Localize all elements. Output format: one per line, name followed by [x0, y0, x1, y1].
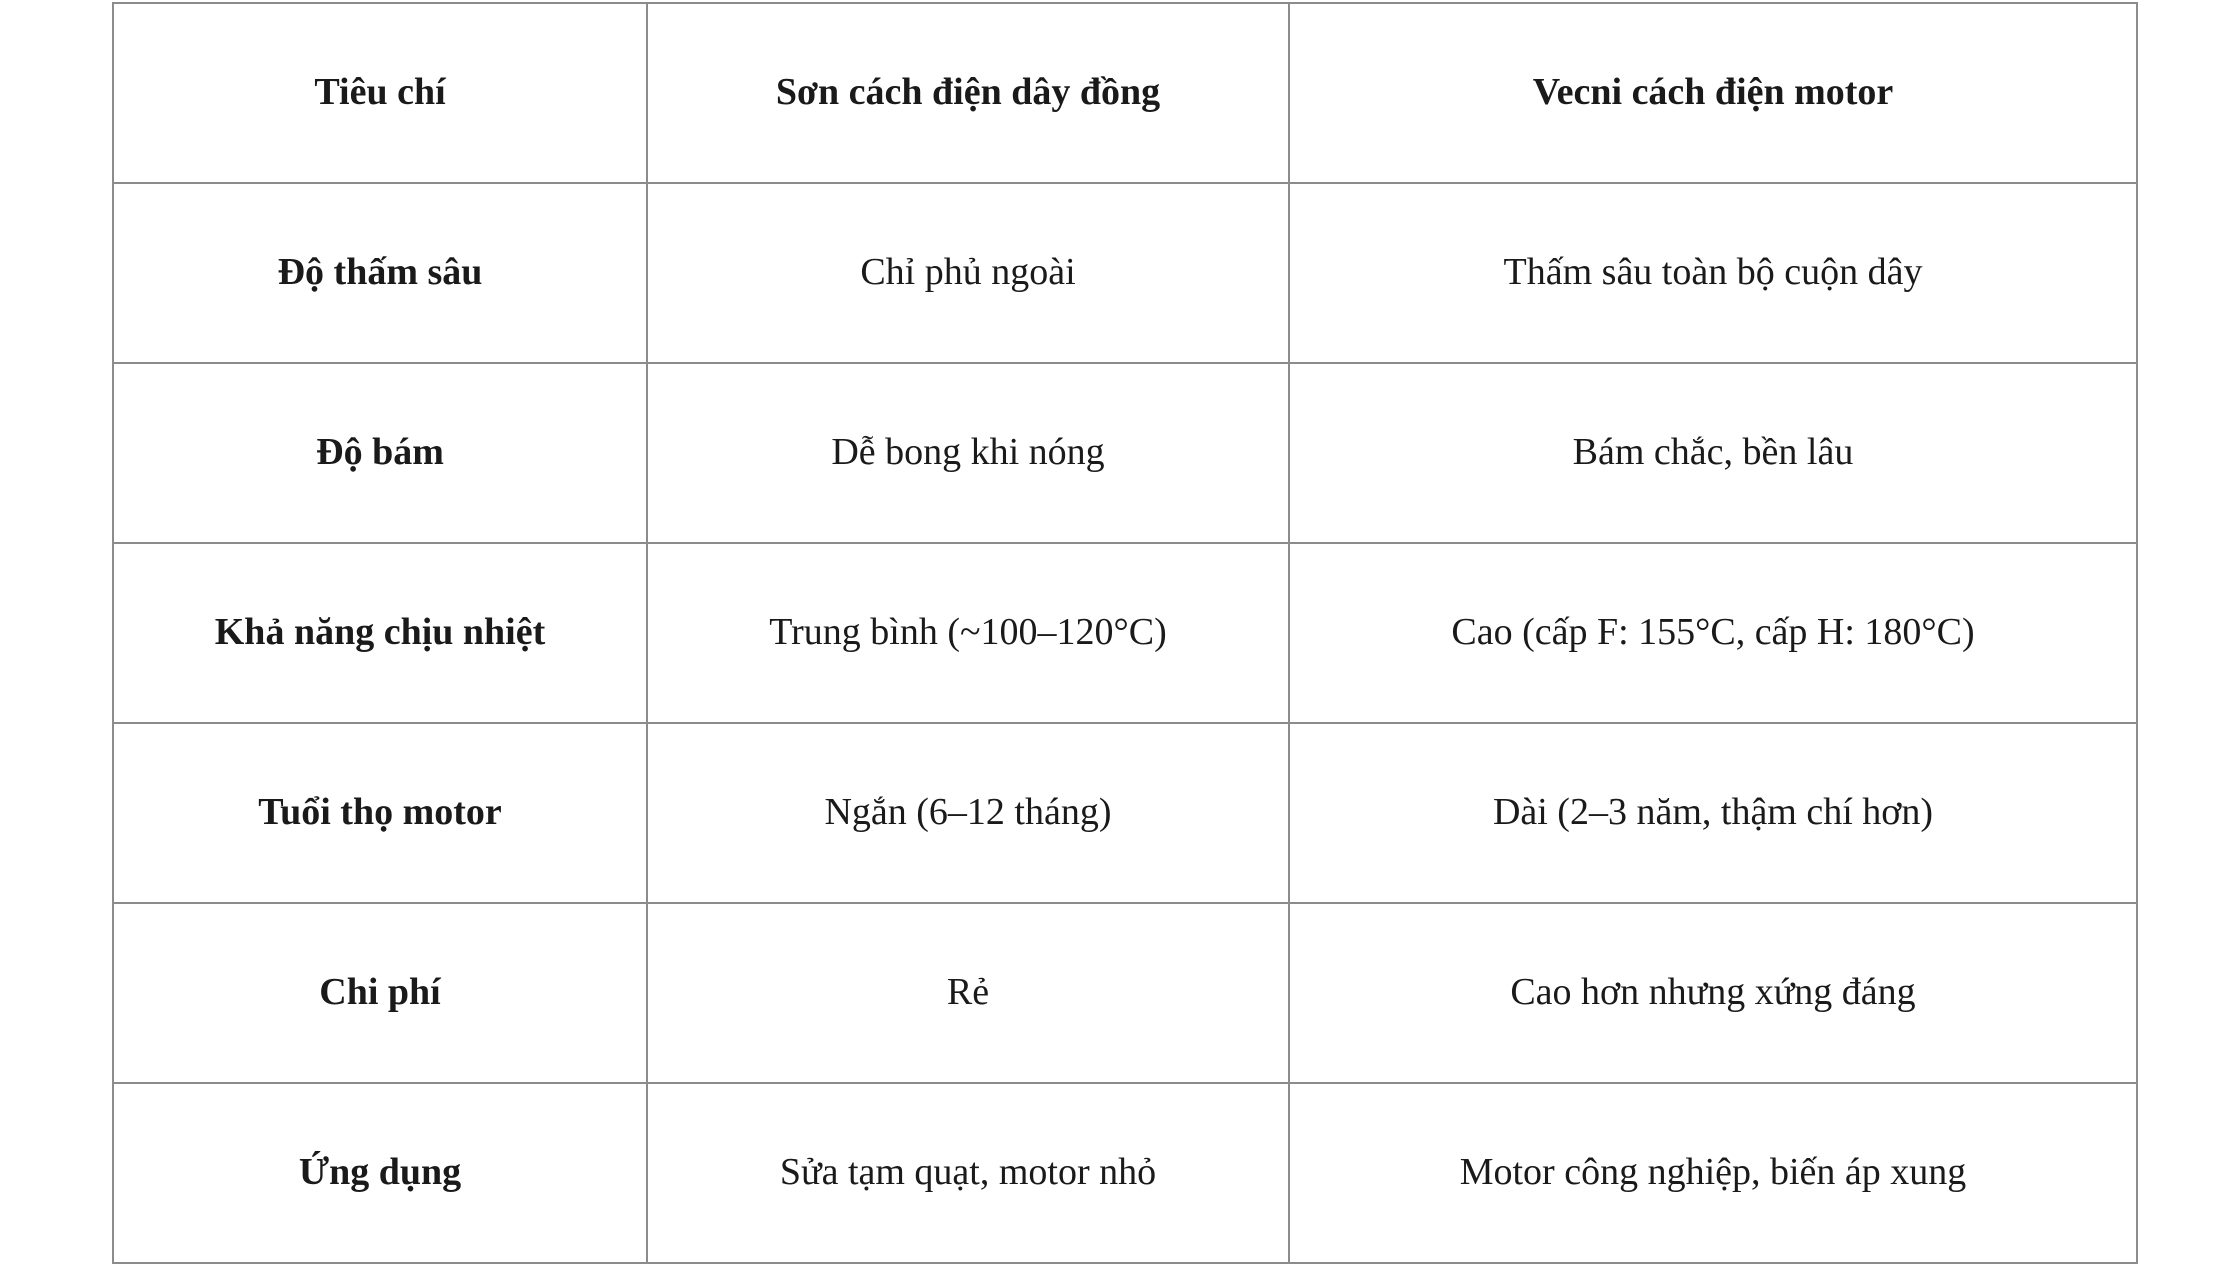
row-criterion: Chi phí — [113, 903, 647, 1083]
comparison-table-container — [112, 2, 2136, 1264]
cell-motor-varnish: Bám chắc, bền lâu — [1289, 363, 2137, 543]
cell-motor-varnish: Cao (cấp F: 155°C, cấp H: 180°C) — [1289, 543, 2137, 723]
table-header-row — [113, 3, 2137, 183]
comparison-table — [112, 2, 2138, 1264]
row-criterion: Khả năng chịu nhiệt — [113, 543, 647, 723]
row-criterion: Độ thấm sâu — [113, 183, 647, 363]
table-row — [113, 363, 2137, 543]
cell-copper-wire-paint: Sửa tạm quạt, motor nhỏ — [647, 1083, 1289, 1263]
row-criterion: Tuổi thọ motor — [113, 723, 647, 903]
cell-motor-varnish: Dài (2–3 năm, thậm chí hơn) — [1289, 723, 2137, 903]
table-row — [113, 1083, 2137, 1263]
header-copper-wire-paint: Sơn cách điện dây đồng — [647, 3, 1289, 183]
table-row — [113, 543, 2137, 723]
row-criterion: Ứng dụng — [113, 1083, 647, 1263]
cell-copper-wire-paint: Rẻ — [647, 903, 1289, 1083]
header-criterion: Tiêu chí — [113, 3, 647, 183]
cell-copper-wire-paint: Dễ bong khi nóng — [647, 363, 1289, 543]
cell-copper-wire-paint: Chỉ phủ ngoài — [647, 183, 1289, 363]
cell-motor-varnish: Motor công nghiệp, biến áp xung — [1289, 1083, 2137, 1263]
cell-motor-varnish: Thấm sâu toàn bộ cuộn dây — [1289, 183, 2137, 363]
table-row — [113, 183, 2137, 363]
row-criterion: Độ bám — [113, 363, 647, 543]
header-motor-varnish: Vecni cách điện motor — [1289, 3, 2137, 183]
table-row — [113, 723, 2137, 903]
cell-copper-wire-paint: Ngắn (6–12 tháng) — [647, 723, 1289, 903]
table-row — [113, 903, 2137, 1083]
cell-motor-varnish: Cao hơn nhưng xứng đáng — [1289, 903, 2137, 1083]
cell-copper-wire-paint: Trung bình (~100–120°C) — [647, 543, 1289, 723]
